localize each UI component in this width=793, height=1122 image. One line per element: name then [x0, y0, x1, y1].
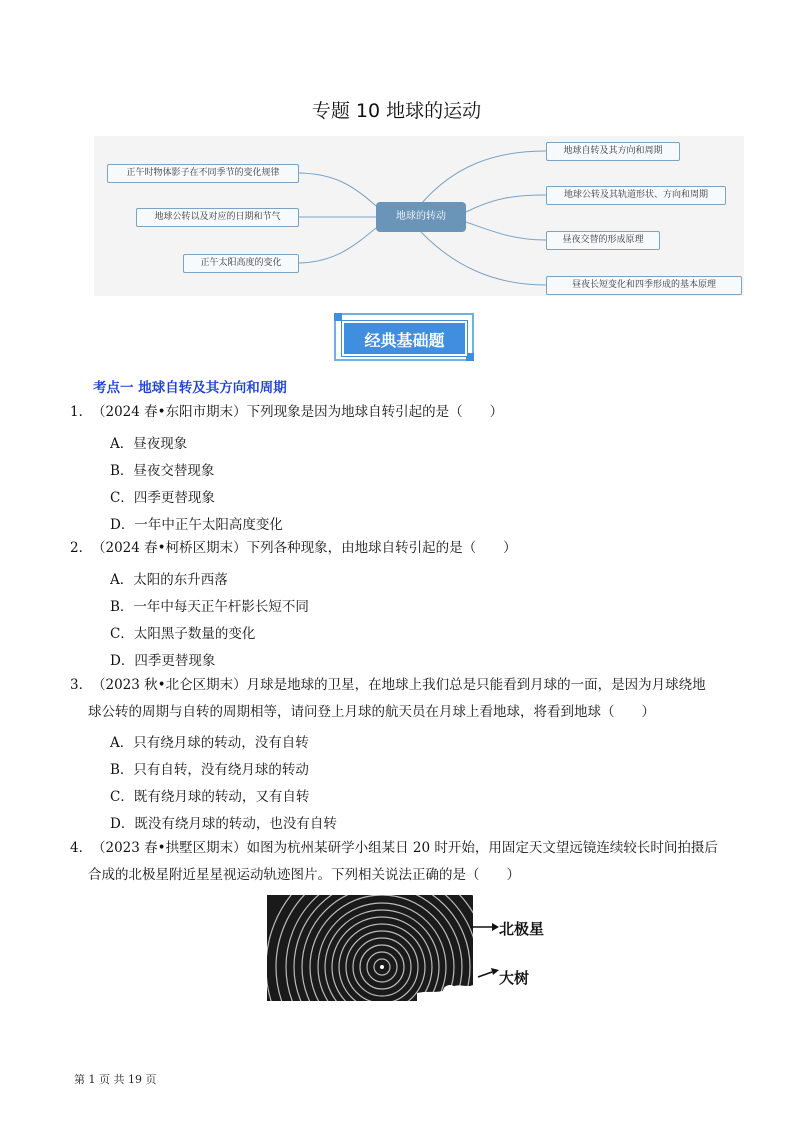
question-stem-continued: 合成的北极星附近星星视运动轨迹图片。下列相关说法正确的是（ ）	[88, 867, 520, 883]
section-heading: 考点一 地球自转及其方向和周期	[93, 380, 287, 396]
mind-map-node: 正午太阳高度的变化	[183, 254, 299, 273]
mind-map-node: 地球公转以及对应的日期和节气	[136, 208, 299, 227]
star-trail-graphic	[267, 895, 473, 1001]
question-option: B．一年中每天正午杆影长短不同	[110, 599, 309, 615]
mind-map	[94, 136, 744, 296]
question-option: D．四季更替现象	[110, 653, 216, 669]
mind-map-node: 正午时物体影子在不同季节的变化规律	[107, 164, 299, 183]
question-option: D．既没有绕月球的转动，也没有自转	[110, 816, 337, 832]
page-footer: 第 1 页 共 19 页	[74, 1073, 157, 1086]
label-tree: 大树	[499, 969, 530, 987]
question-number: 3．	[70, 677, 93, 693]
question-option: A．昼夜现象	[110, 436, 188, 452]
question-number: 2．	[70, 540, 93, 556]
mind-map-center: 地球的转动	[376, 202, 466, 232]
mind-map-node: 昼夜交替的形成原理	[546, 231, 660, 250]
question-stem: （2024 春•东阳市期末）下列现象是因为地球自转引起的是（ ）	[92, 404, 504, 420]
question-stem-continued: 球公转的周期与自转的周期相等，请问登上月球的航天员在月球上看地球，将看到地球（ ）	[88, 704, 655, 720]
label-polaris: 北极星	[499, 920, 545, 938]
question-3	[0, 672, 793, 732]
question-number: 4．	[70, 840, 93, 856]
mind-map-node: 地球公转及其轨道形状、方向和周期	[546, 186, 726, 205]
mind-map-node: 昼夜长短变化和四季形成的基本原理	[546, 276, 742, 295]
section-badge	[334, 313, 480, 365]
question-option: A．只有绕月球的转动，没有自转	[110, 735, 309, 751]
question-4	[0, 835, 793, 895]
badge-corner	[466, 353, 474, 361]
question-option: C．太阳黑子数量的变化	[110, 626, 256, 642]
star-trail-photo	[267, 895, 473, 1001]
question-option: B．只有自转，没有绕月球的转动	[110, 762, 309, 778]
page-title: 专题 10 地球的运动	[311, 100, 482, 122]
question-option: C．既有绕月球的转动，又有自转	[110, 789, 310, 805]
badge-corner	[334, 313, 342, 321]
badge-label: 经典基础题	[342, 321, 467, 356]
question-stem: （2023 春•拱墅区期末）如图为杭州某研学小组某日 20 时开始，用固定天文望远镜连续较长时间拍摄后	[92, 840, 718, 856]
question-option: A．太阳的东升西落	[110, 572, 228, 588]
question-option: C．四季更替现象	[110, 490, 215, 506]
mind-map-node: 地球自转及其方向和周期	[546, 142, 680, 161]
figure-arrows	[470, 915, 500, 995]
question-option: D．一年中正午太阳高度变化	[110, 517, 283, 533]
question-stem: （2023 秋•北仑区期末）月球是地球的卫星，在地球上我们总是只能看到月球的一面，是因为月球绕地	[92, 677, 706, 693]
question-option: B．昼夜交替现象	[110, 463, 215, 479]
question-number: 1．	[70, 404, 93, 420]
question-stem: （2024 春•柯桥区期末）下列各种现象，由地球自转引起的是（ ）	[92, 540, 517, 556]
